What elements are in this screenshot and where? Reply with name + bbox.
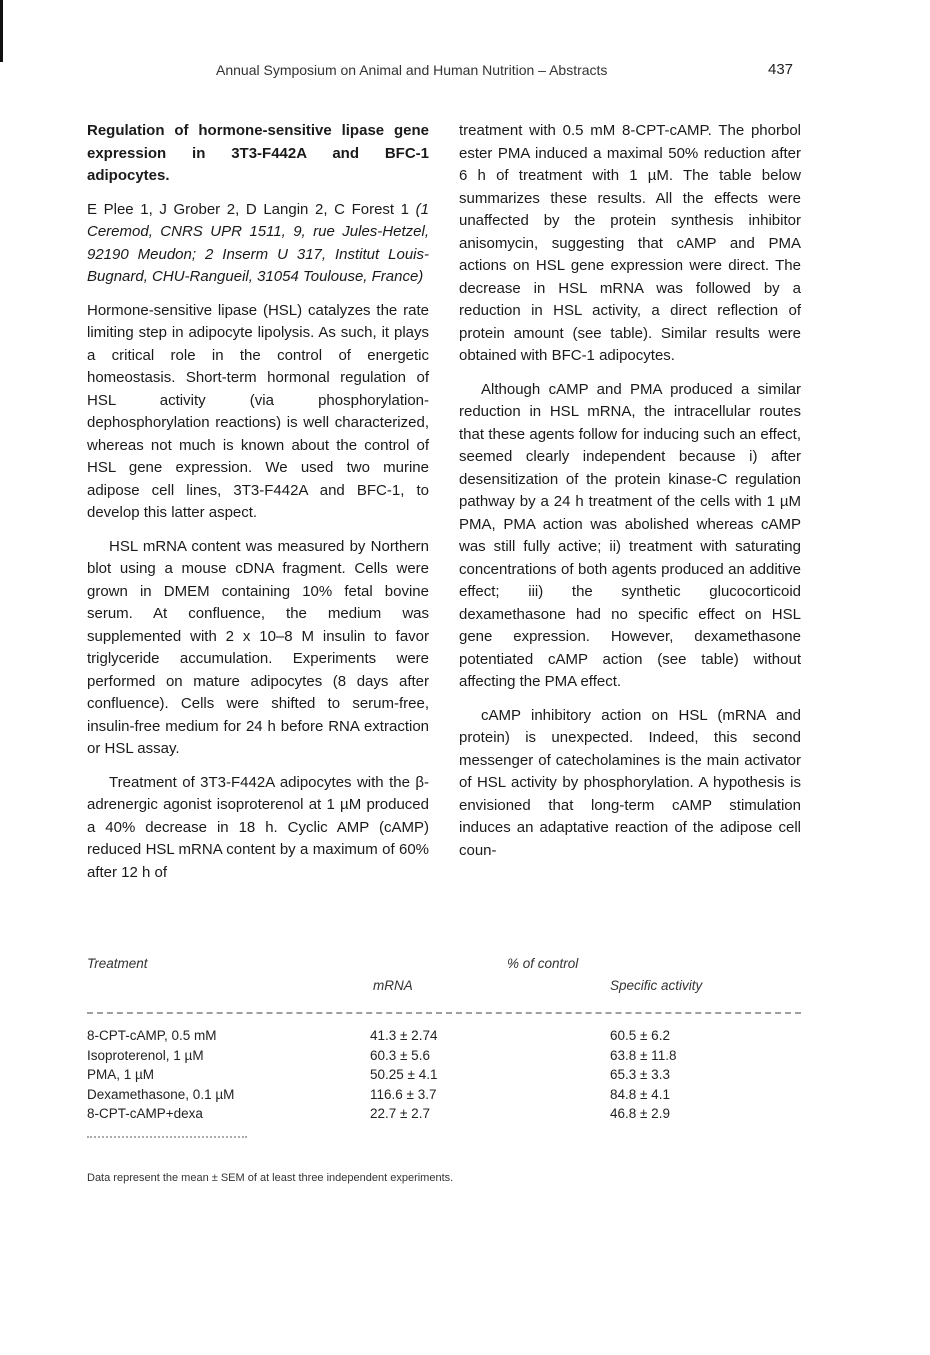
body-paragraph: Treatment of 3T3-F442A adipocytes with the β-adrenergic agonist isoproterenol at 1 µM produced a 40% decrease in 18 h. Cyclic AMP (cAMP) reduced HSL mRNA content by a maximum of 60% after 12 h of — [87, 773, 429, 881]
table-header — [87, 956, 801, 1002]
cell-treatment: 8-CPT-cAMP+dexa — [87, 1106, 203, 1121]
journal-title: Annual Symposium on Animal and Human Nutrition – Abstracts — [216, 62, 608, 78]
cell-activity: 63.8 ± 11.8 — [610, 1047, 677, 1063]
cell-activity: 46.8 ± 2.9 — [610, 1106, 670, 1121]
header-percent-control: % of control — [507, 956, 579, 971]
table-row — [87, 1048, 801, 1068]
header-mrna: mRNA — [373, 978, 413, 993]
table-body — [87, 1028, 801, 1126]
body-paragraph: Hormone-sensitive lipase (HSL) catalyzes the rate limiting step in adipocyte lipolysis. As such, it plays a critical role in the control of energetic homeostasis. Short-term hormonal regulation of HSL activity (via phosphorylation-dephosphorylation reactions) is well characterized, whereas not much is known about the control of HSL gene expression. We used two murine adipose cell lines, 3T3-F442A and BFC-1, to develop this latter aspect. — [87, 301, 429, 521]
abstract-title: Regulation of hormone-sensitive lipase gene expression in 3T3-F442A and BFC-1 adipocytes. — [87, 122, 429, 184]
page-edge-mark — [0, 0, 3, 62]
author-block — [87, 199, 429, 289]
running-header — [0, 62, 930, 84]
table-row — [87, 1067, 801, 1087]
table-bottom-rule — [87, 1136, 247, 1142]
table-row — [87, 1028, 801, 1048]
cell-treatment: 8-CPT-cAMP, 0.5 mM — [87, 1028, 217, 1043]
body-paragraph: HSL mRNA content was measured by Northern blot using a mouse cDNA fragment. Cells were grown in DMEM containing 10% fetal bovine serum. At confluence, the medium was supplemented with 2 x 10–8 M insulin to favor triglyceride accumulation. Experiments were performed on mature adipocytes (8 days after confluence). Cells were shifted to serum-free, insulin-free medium for 24 h before RNA extraction or HSL assay. — [87, 537, 429, 757]
cell-treatment: PMA, 1 µM — [87, 1067, 155, 1082]
header-specific-activity: Specific activity — [610, 978, 703, 993]
body-paragraph: Although cAMP and PMA produced a similar reduction in HSL mRNA, the intracellular routes that these agents follow for inducing such an effect, seemed clearly independent because i) after desensitization of the protein kinase-C regulation pathway by a 24 h treatment of the cells with 1 µM PMA, PMA action was abolished whereas cAMP was still fully active; ii) treatment with saturating concentrations of both agents produced an additive effect; iii) the synthetic glucocorticoid dexamethasone had no specific effect on HSL gene expression. However, dexamethasone potentiated cAMP action (see table) without affecting the PMA effect. — [459, 380, 801, 690]
left-column — [87, 120, 429, 895]
table-divider — [87, 1012, 801, 1014]
cell-mrna: 22.7 ± 2.7 — [370, 1106, 430, 1121]
cell-mrna: 116.6 ± 3.7 — [370, 1086, 437, 1102]
body-paragraph: treatment with 0.5 mM 8-CPT-cAMP. The phorbol ester PMA induced a maximal 50% reduction after 6 h of treatment with 1 µM. The table below summarizes these results. All the effects were unaffected by the protein synthesis inhibitor anisomycin, suggesting that cAMP and PMA actions on HSL gene expression were direct. The decrease in HSL mRNA was followed by a reduction in HSL activity, a direct reflection of protein amount (see table). Similar results were obtained with BFC-1 adipocytes. — [459, 122, 801, 364]
cell-activity: 65.3 ± 3.3 — [610, 1067, 670, 1082]
cell-mrna: 41.3 ± 2.74 — [370, 1028, 438, 1043]
table-footnote: Data represent the mean ± SEM of at least three independent experiments. — [87, 1172, 454, 1184]
cell-mrna: 50.25 ± 4.1 — [370, 1067, 438, 1082]
cell-activity: 60.5 ± 6.2 — [610, 1028, 670, 1043]
author-list: E Plee 1, J Grober 2, D Langin 2, C Forest 1 — [87, 200, 410, 218]
cell-mrna: 60.3 ± 5.6 — [370, 1047, 430, 1063]
cell-activity: 84.8 ± 4.1 — [610, 1086, 670, 1102]
cell-treatment: Isoproterenol, 1 µM — [87, 1047, 204, 1063]
header-treatment: Treatment — [87, 956, 148, 971]
cell-treatment: Dexamethasone, 0.1 µM — [87, 1086, 235, 1102]
table-row — [87, 1087, 801, 1107]
table-row — [87, 1106, 801, 1126]
page-number: 437 — [768, 61, 794, 78]
affiliations: (1 Ceremod, CNRS UPR 1511, 9, rue Jules-Hetzel, 92190 Meudon; 2 Inserm U 317, Institut Louis-Bugnard, CHU-Rangueil, 31054 Toulouse, France) — [87, 200, 429, 285]
results-table — [87, 956, 801, 1142]
body-paragraph: cAMP inhibitory action on HSL (mRNA and protein) is unexpected. Indeed, this second messenger of catecholamines is the main activator of HSL activity by phosphorylation. A hypothesis is envisioned that long-term cAMP stimulation induces an adaptative reaction of the adipose cell coun- — [459, 706, 801, 859]
right-column — [459, 120, 801, 873]
